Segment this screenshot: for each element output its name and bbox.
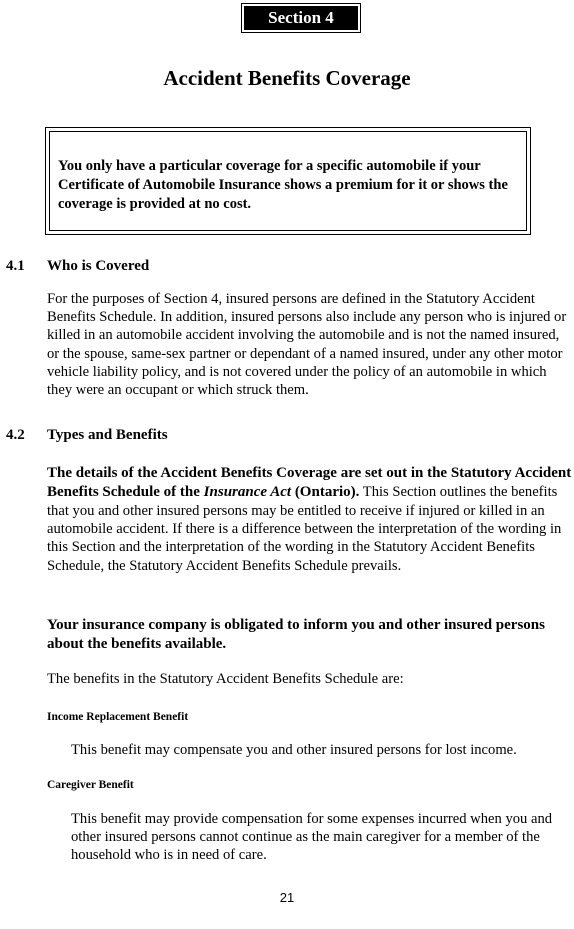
benefits-list-intro: The benefits in the Statutory Accident Benefits Schedule are: — [47, 671, 404, 687]
section-badge — [241, 3, 361, 33]
section-number-4-1: 4.1 — [6, 258, 25, 274]
types-intro-bold: The details of the Accident Benefits Coverage are set out in the Statutory Accident Benefits Schedule of the Insurance Act (Ontario). — [47, 465, 572, 500]
benefit-heading-caregiver: Caregiver Benefit — [47, 779, 134, 791]
who-is-covered-paragraph: For the purposes of Section 4, insured persons are defined in the Statutory Accident Benefits Schedule. In addition, insured persons also include any person who is injured or killed in an automobile accident involving the automobile and is not the named insured, or the spouse, same-sex partner or dependant of a named insured, under any other motor vehicle liability policy, and is not covered under the policy of an automobile in which they were an occupant or which struck them. — [47, 291, 567, 399]
page-title: Accident Benefits Coverage — [163, 66, 411, 90]
benefit-text-income-replacement: This benefit may compensate you and other insured persons for lost income. — [71, 742, 517, 758]
benefit-heading-income-replacement: Income Replacement Benefit — [47, 711, 189, 723]
section-title-types-and-benefits: Types and Benefits — [47, 427, 168, 443]
notice-box — [45, 127, 531, 235]
types-intro-paragraph — [47, 464, 573, 575]
section-title-who-is-covered: Who is Covered — [47, 258, 150, 274]
obligation-paragraph: Your insurance company is obligated to inform you and other insured persons about the benefits available. — [47, 617, 545, 652]
benefit-text-caregiver: This benefit may provide compensation for some expenses incurred when you and other insured persons cannot continue as the main caregiver for a member of the household who is in need of care. — [71, 811, 553, 864]
notice-text: You only have a particular coverage for a specific automobile if your Certificate of Automobile Insurance shows a premium for it or shows the coverage is provided at no cost. — [49, 131, 527, 231]
section-badge-label: Section 4 — [244, 6, 358, 30]
section-number-4-2: 4.2 — [6, 427, 25, 443]
page-number: 21 — [279, 890, 295, 905]
types-intro-rest: This Section outlines the benefits that you and other insured persons may be entitled to receive if injured or killed in an automobile accident. If there is a difference between the interpretation of the wording in this Section and the interpretation of the wording in the Statutory Accident Benefits Schedule, the Statutory Accident Benefits Schedule prevails. — [47, 484, 562, 574]
